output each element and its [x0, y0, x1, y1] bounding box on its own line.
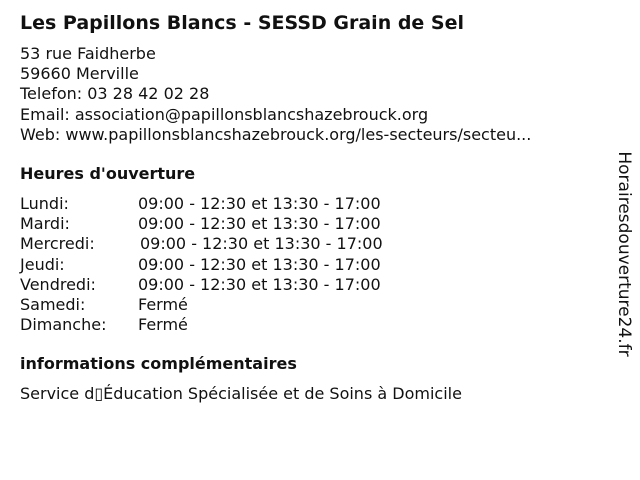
street-address: 53 rue Faidherbe — [20, 44, 156, 63]
email[interactable]: Email: association@papillonsblancshazebrouck.org — [20, 104, 429, 124]
time-value: 09:00 - 12:30 et 13:30 - 17:00 — [138, 274, 381, 294]
time-value: 09:00 - 12:30 et 13:30 - 17:00 — [140, 234, 383, 254]
page-title: Les Papillons Blancs - SESSD Grain de Sel — [20, 12, 465, 34]
contact-block — [20, 44, 531, 145]
site-watermark[interactable] — [612, 136, 636, 372]
time-value: Fermé — [138, 294, 188, 314]
time-value: 09:00 - 12:30 et 13:30 - 17:00 — [138, 254, 381, 274]
day-label: Dimanche: — [20, 315, 107, 335]
day-label: Mardi: — [20, 214, 70, 234]
time-value: 09:00 - 12:30 et 13:30 - 17:00 — [138, 214, 381, 234]
info-heading: informations complémentaires — [20, 354, 297, 373]
day-label: Jeudi: — [20, 254, 65, 274]
city: 59660 Merville — [20, 64, 139, 84]
time-value: 09:00 - 12:30 et 13:30 - 17:00 — [138, 194, 381, 213]
day-label: Mercredi: — [20, 234, 95, 254]
info-text: Service d▯Éducation Spécialisée et de Soins à Domicile — [20, 384, 462, 403]
website[interactable]: Web: www.papillonsblancshazebrouck.org/les-secteurs/secteu... — [20, 124, 532, 144]
day-label: Lundi: — [20, 194, 69, 213]
hours-heading: Heures d'ouverture — [20, 164, 196, 183]
site-watermark-label: Horairesdouverture24.fr — [614, 151, 634, 357]
day-label: Samedi: — [20, 294, 86, 314]
day-label: Vendredi: — [20, 274, 96, 294]
time-value: Fermé — [138, 315, 188, 335]
phone[interactable]: Telefon: 03 28 42 02 28 — [20, 84, 210, 104]
